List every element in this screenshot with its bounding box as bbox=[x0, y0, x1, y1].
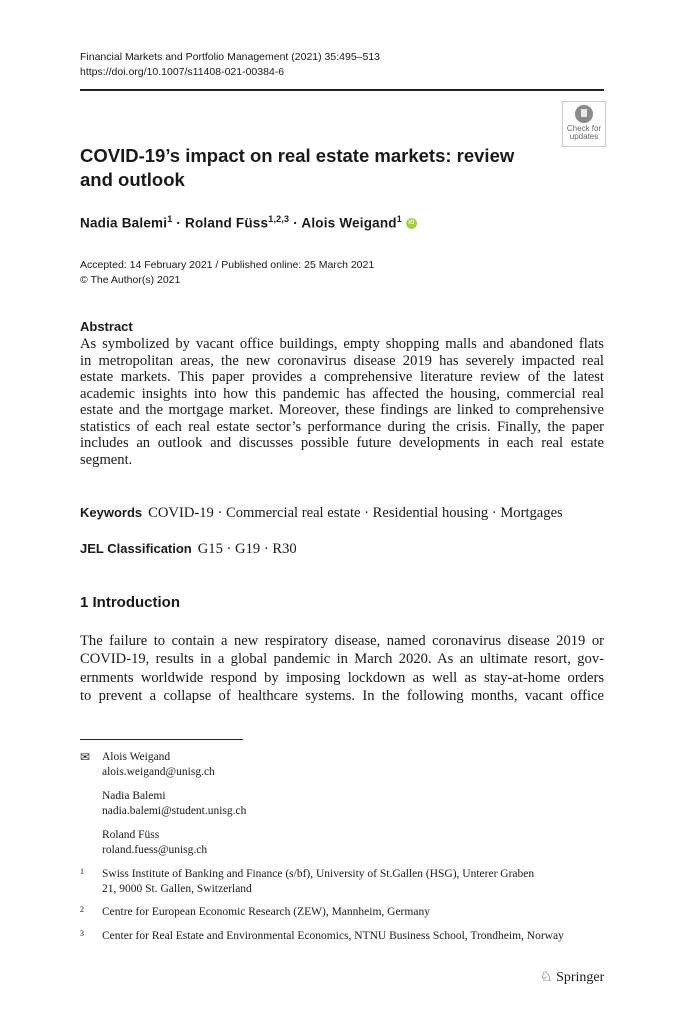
separator: · bbox=[289, 215, 302, 231]
envelope-icon: ✉ bbox=[80, 750, 91, 764]
affiliation-3 bbox=[0, 929, 683, 944]
jel-value: G15 · G19 · R30 bbox=[197, 541, 297, 557]
text-line: includes an outlook and discusses possible future developments in each real estate bbox=[80, 435, 604, 451]
affiliation-ref: 1 bbox=[167, 214, 173, 224]
affiliation-number: 1 bbox=[80, 867, 84, 876]
author-name: Nadia Balemi bbox=[80, 215, 168, 231]
keywords bbox=[80, 505, 563, 522]
jel-label: JEL Classification bbox=[80, 541, 192, 556]
text-line: As symbolized by vacant office buildings, empty shopping malls and abandoned flats bbox=[80, 336, 604, 352]
text-line: in metropolitan areas, the new coronavirus disease 2019 has severely impacted real bbox=[80, 352, 604, 369]
text-line: academic insights into how this pandemic has affected the housing, commercial real bbox=[80, 385, 604, 402]
affiliation-2 bbox=[0, 905, 683, 920]
affiliation-text: Swiss Institute of Banking and Finance (s/bf), University of St.Gallen (HSG), Unterer Graben bbox=[102, 868, 535, 880]
footnote-rule bbox=[80, 739, 243, 740]
author-name: Alois Weigand bbox=[301, 215, 397, 231]
header-rule bbox=[80, 89, 604, 91]
contact-email[interactable]: alois.weigand@unisg.ch bbox=[102, 766, 215, 778]
affiliation-number: 2 bbox=[80, 905, 84, 914]
author-name: Roland Füss bbox=[185, 215, 269, 231]
text-line: estate markets. This paper provides a comprehensive literature review of the latest bbox=[80, 369, 604, 385]
affiliation-ref: 1,2,3 bbox=[268, 214, 290, 224]
contact-block bbox=[102, 750, 246, 858]
section-heading: 1 Introduction bbox=[80, 594, 180, 611]
separator: · bbox=[172, 215, 186, 231]
affiliation-number: 3 bbox=[80, 929, 84, 938]
publisher-name: Springer bbox=[556, 970, 605, 985]
contact-email[interactable]: nadia.balemi@student.unisg.ch bbox=[102, 805, 247, 817]
keywords-label: Keywords bbox=[80, 505, 143, 520]
doi-link[interactable]: https://doi.org/10.1007/s11408-021-00384-6 bbox=[80, 66, 285, 78]
bookmark-icon bbox=[575, 105, 593, 123]
contact-name: Nadia Balemi bbox=[102, 790, 166, 802]
journal-citation: Financial Markets and Portfolio Management (2021) 35:495–513 bbox=[80, 51, 381, 63]
text-line: estate and the mortgage market. Moreover, these findings are linked to comprehensive bbox=[80, 402, 604, 418]
badge-text: Check for bbox=[566, 124, 602, 133]
introduction-text bbox=[80, 632, 604, 706]
text-line: segment. bbox=[80, 451, 133, 468]
contact-name: Alois Weigand bbox=[102, 751, 171, 763]
paper-title: COVID-19’s impact on real estate markets: review and outlook bbox=[80, 145, 515, 190]
affiliation-1 bbox=[0, 867, 683, 897]
contact-name: Roland Füss bbox=[102, 829, 160, 841]
affiliation-text: Centre for European Economic Research (ZEW), Mannheim, Germany bbox=[102, 906, 430, 918]
springer-horse-icon: ♘ bbox=[540, 970, 553, 985]
contact-email[interactable]: roland.fuess@unisg.ch bbox=[102, 844, 208, 856]
badge-text: updates bbox=[569, 132, 599, 141]
publication-dates: Accepted: 14 February 2021 / Published online: 25 March 2021 bbox=[80, 259, 375, 271]
affiliation-text: 21, 9000 St. Gallen, Switzerland bbox=[102, 883, 252, 895]
keywords-value: COVID-19 · Commercial real estate · Residential housing · Mortgages bbox=[148, 505, 563, 521]
affiliation-text: Center for Real Estate and Environmental Economics, NTNU Business School, Trondheim, Norway bbox=[102, 930, 564, 942]
copyright: © The Author(s) 2021 bbox=[80, 274, 181, 286]
publication-meta bbox=[80, 258, 374, 288]
text-line: COVID-19, results in a global pandemic in March 2020. As an ultimate resort, gov- bbox=[80, 651, 604, 668]
check-for-updates-badge[interactable] bbox=[562, 101, 606, 147]
abstract-text bbox=[80, 336, 604, 468]
jel-classification bbox=[80, 541, 297, 558]
text-line: ernments worldwide respond by imposing lockdown as well as stay-at-home orders bbox=[80, 669, 604, 686]
text-line: The failure to contain a new respiratory disease, named coronavirus disease 2019 or bbox=[80, 633, 604, 649]
orcid-icon[interactable]: iD bbox=[406, 218, 417, 229]
publisher-logo bbox=[540, 969, 604, 986]
text-line: to prevent a collapse of healthcare systems. In the following months, vacant office bbox=[80, 688, 604, 705]
abstract-heading: Abstract bbox=[80, 319, 133, 334]
author-list bbox=[80, 214, 417, 231]
affiliation-ref: 1 bbox=[396, 214, 402, 224]
text-line: statistics of each real estate sector’s performance during the crisis. Finally, the paper bbox=[80, 418, 604, 435]
